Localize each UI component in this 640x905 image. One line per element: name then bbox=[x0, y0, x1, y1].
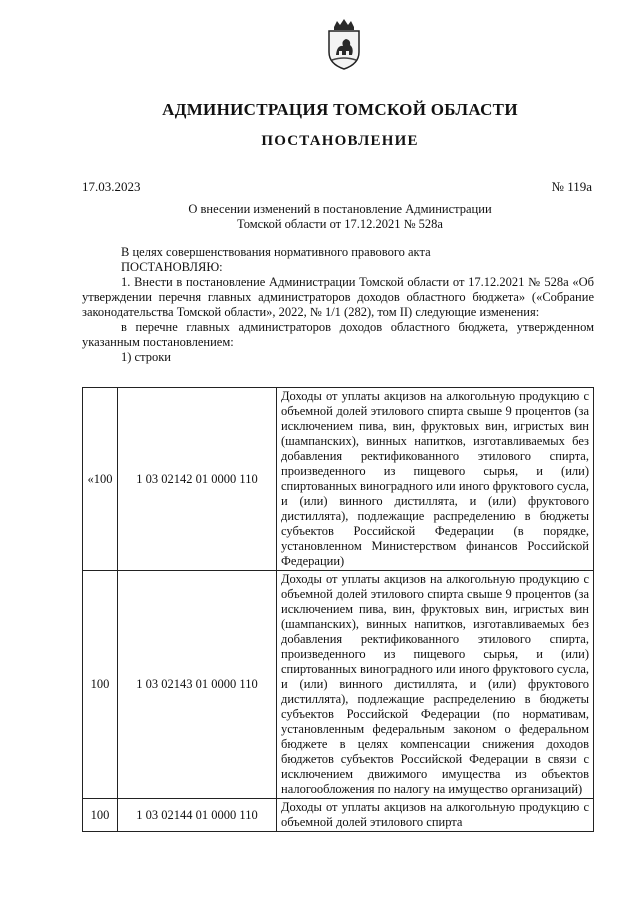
document-date: 17.03.2023 bbox=[82, 179, 141, 194]
organization-title: АДМИНИСТРАЦИЯ ТОМСКОЙ ОБЛАСТИ bbox=[162, 100, 518, 119]
table-cell-description: Доходы от уплаты акцизов на алкогольную продукцию с объемной долей этилового спирта bbox=[277, 799, 594, 832]
table-cell-kbk: 1 03 02142 01 0000 110 bbox=[118, 388, 277, 571]
table-row bbox=[83, 799, 594, 832]
revenue-table bbox=[82, 387, 594, 832]
subject-line-1: О внесении изменений в постановление Администрации bbox=[188, 202, 492, 216]
document-type: ПОСТАНОВЛЕНИЕ bbox=[261, 133, 419, 149]
table-cell-code: 100 bbox=[83, 571, 118, 799]
coat-of-arms-icon bbox=[324, 18, 364, 70]
preamble: В целях совершенствования нормативного правового акта bbox=[121, 245, 431, 259]
table-cell-description: Доходы от уплаты акцизов на алкогольную продукцию с объемной долей этилового спирта свыше 9 процентов (за исключением пива, вин, фруктовых вин, игристых вин (шампанских), винных напитков, изготавливаемых без добавления ректификованного этилового спирта, произведенного из пищевого сырья, и (или) спиртованных виноградного или иного фруктового сусла, и (или) винного дистиллята, и (или) фруктового дистиллята), подлежащие распределению в бюджеты субъектов Российской Федерации (в порядке, установленном Министерством финансов Российской Федерации) bbox=[277, 388, 594, 571]
decree-word: ПОСТАНОВЛЯЮ: bbox=[121, 260, 223, 274]
document-number: № 119а bbox=[551, 179, 592, 194]
table-cell-kbk: 1 03 02143 01 0000 110 bbox=[118, 571, 277, 799]
table-cell-code: 100 bbox=[83, 799, 118, 832]
table-row bbox=[83, 571, 594, 799]
table-cell-description: Доходы от уплаты акцизов на алкогольную продукцию с объемной долей этилового спирта свыше 9 процентов (за исключением пива, вин, фруктовых вин, игристых вин (шампанских), винных напитков, изготавливаемых без добавления ректификованного этилового спирта, произведенного из пищевого сырья, и (или) спиртованных виноградного или иного фруктового сусла, и (или) винного дистиллята, и (или) фруктового дистиллята), подлежащие распределению в бюджеты субъектов Российской Федерации (по нормативам, установленным федеральным законом о федеральном бюджете в целях компенсации снижения доходов бюджетов субъектов Российской Федерации в связи с исключением движимого имущества из объектов налогообложения по налогу на имущество организаций) bbox=[277, 571, 594, 799]
table-row bbox=[83, 388, 594, 571]
document-body bbox=[82, 245, 594, 365]
subject-line-2: Томской области от 17.12.2021 № 528а bbox=[237, 217, 443, 231]
paragraph-item-1: 1. Внести в постановление Администрации Томской области от 17.12.2021 № 528а «Об утверждении перечня главных администраторов доходов областного бюджета» («Собрание законодательства Томской области», 2022, № 1/1 (282), том II) следующие изменения: bbox=[82, 275, 594, 319]
table-cell-code: «100 bbox=[83, 388, 118, 571]
document-subject bbox=[140, 202, 540, 232]
rows-label: 1) строки bbox=[121, 350, 171, 364]
paragraph-sub-1: в перечне главных администраторов доходов областного бюджета, утвержденном указанным постановлением: bbox=[82, 320, 594, 349]
table-cell-kbk: 1 03 02144 01 0000 110 bbox=[118, 799, 277, 832]
